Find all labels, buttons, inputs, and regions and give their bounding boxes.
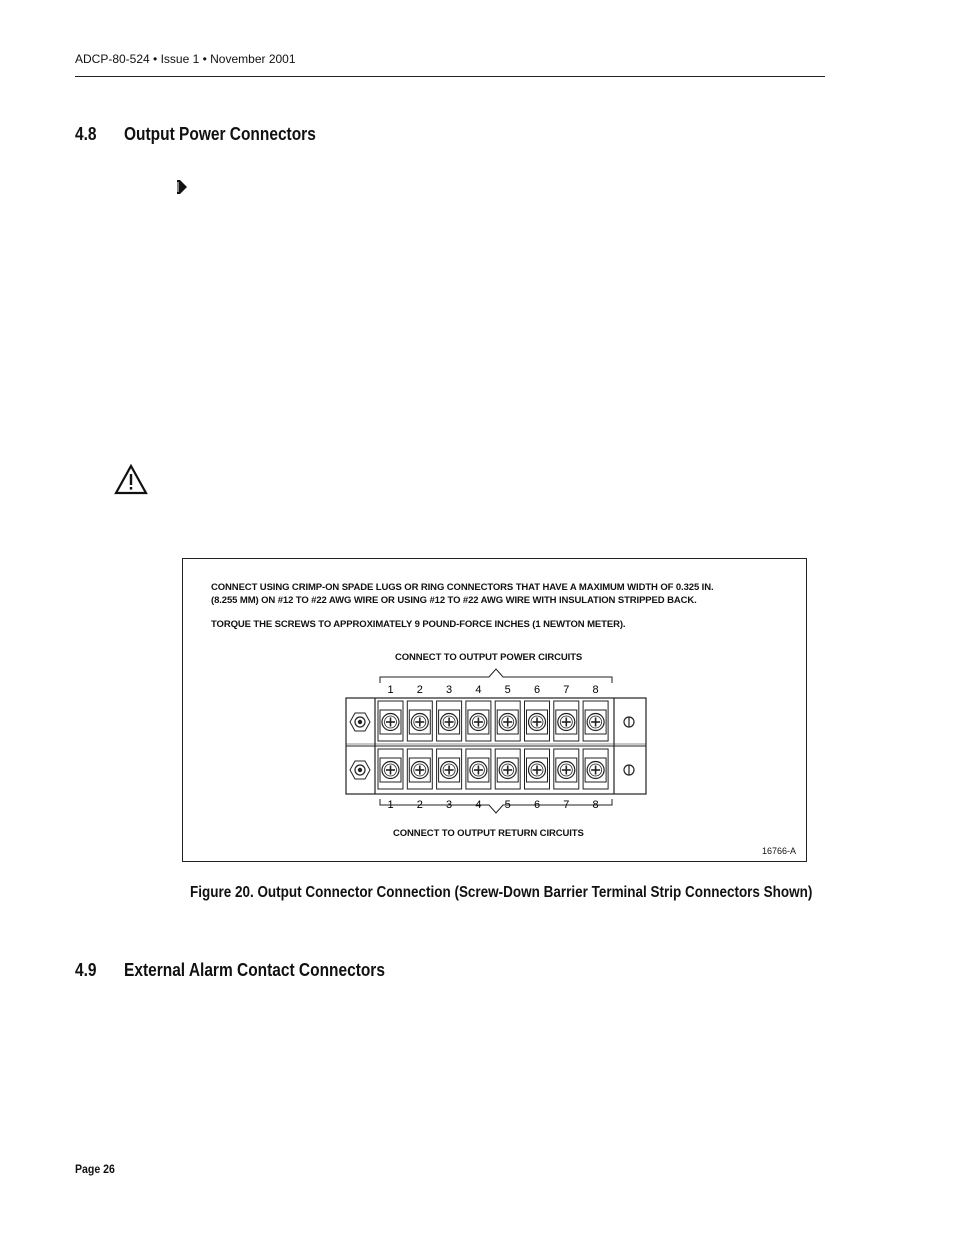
- terminal-number-bottom: 6: [533, 799, 541, 811]
- terminal-screw-icon: [525, 749, 550, 789]
- ground-screw-bottom-icon: [624, 765, 634, 775]
- terminal-screw-icon: [495, 749, 520, 789]
- section-title: Output Power Connectors: [124, 124, 316, 144]
- terminal-screw-icon: [437, 749, 462, 789]
- terminal-number-top: 6: [533, 684, 541, 696]
- output-return-label: CONNECT TO OUTPUT RETURN CIRCUITS: [393, 828, 584, 839]
- terminal-screw-icon: [378, 749, 403, 789]
- instruction-line-1: CONNECT USING CRIMP-ON SPADE LUGS OR RING CONNECTORS THAT HAVE A MAXIMUM WIDTH OF 0.325 IN.: [211, 582, 714, 593]
- terminal-screw-icon: [378, 701, 403, 741]
- terminal-screw-icon: [583, 701, 608, 741]
- terminal-number-top: 8: [592, 684, 599, 696]
- terminal-number-top: 4: [475, 684, 482, 696]
- terminal-number-top: 5: [504, 684, 511, 696]
- section-title: External Alarm Contact Connectors: [124, 960, 385, 980]
- figure-id: 16766-A: [762, 846, 797, 856]
- output-power-label: CONNECT TO OUTPUT POWER CIRCUITS: [395, 652, 583, 663]
- terminal-screw-icon: [554, 701, 579, 741]
- terminal-number-bottom: 2: [416, 799, 423, 811]
- mounting-nut-top-icon: [350, 713, 370, 731]
- terminal-strip-diagram: [183, 559, 805, 859]
- mounting-nut-bottom-icon: [350, 761, 370, 779]
- terminal-number-bottom: 7: [563, 799, 570, 811]
- page-number: Page 26: [75, 1162, 115, 1176]
- terminal-number-top: 7: [563, 684, 570, 696]
- terminal-number-bottom: 5: [504, 799, 511, 811]
- section-heading-4-8: [75, 124, 316, 145]
- terminal-screw-icon: [525, 701, 550, 741]
- terminal-number-top: 3: [446, 684, 453, 696]
- terminal-screw-icon: [437, 701, 462, 741]
- figure-caption: Figure 20. Output Connector Connection (Screw-Down Barrier Terminal Strip Connectors Shown): [190, 884, 813, 901]
- section-heading-4-9: [75, 960, 385, 981]
- warning-triangle-icon: [114, 464, 148, 495]
- terminal-number-top: 1: [387, 684, 394, 696]
- terminal-number-bottom: 1: [387, 799, 394, 811]
- terminal-number-bottom: 3: [446, 799, 453, 811]
- section-number: 4.9: [75, 960, 97, 980]
- terminal-number-top: 2: [416, 684, 423, 696]
- ground-screw-top-icon: [624, 717, 634, 727]
- terminal-screw-icon: [466, 701, 491, 741]
- terminal-screw-icon: [583, 749, 608, 789]
- instruction-line-2: (8.255 MM) ON #12 TO #22 AWG WIRE OR USING #12 TO #22 AWG WIRE WITH INSULATION STRIPPED BACK.: [211, 595, 697, 606]
- terminal-screw-icon: [495, 701, 520, 741]
- figure-20: [182, 558, 807, 862]
- terminal-screw-icon: [407, 701, 432, 741]
- pointing-hand-icon: [175, 178, 189, 196]
- terminal-screw-icon: [407, 749, 432, 789]
- section-number: 4.8: [75, 124, 97, 144]
- document-reference: ADCP-80-524 • Issue 1 • November 2001: [75, 52, 296, 66]
- terminal-number-bottom: 4: [475, 799, 482, 811]
- terminal-screw-icon: [466, 749, 491, 789]
- torque-note: TORQUE THE SCREWS TO APPROXIMATELY 9 POUND-FORCE INCHES (1 NEWTON METER).: [211, 619, 626, 630]
- terminal-number-bottom: 8: [592, 799, 599, 811]
- header-rule: [75, 76, 825, 77]
- terminal-screw-icon: [554, 749, 579, 789]
